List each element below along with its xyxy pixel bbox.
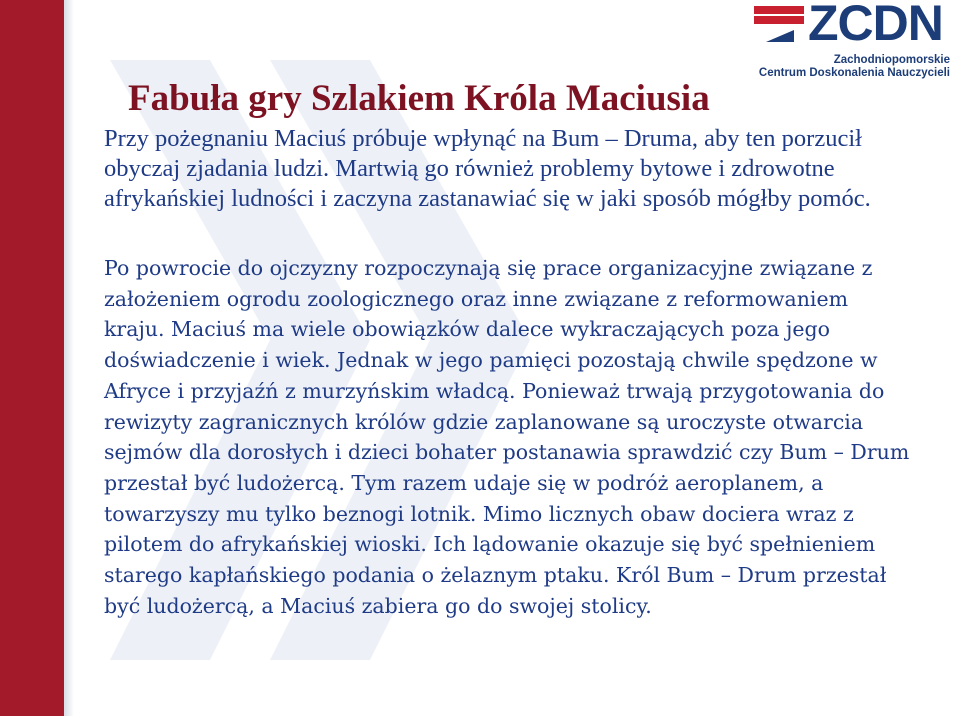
left-accent-bar [0,0,64,716]
logo-brand-text: ZCDN [808,0,943,51]
paragraph-2: Po powrocie do ojczyzny rozpoczynają się prace organizacyjne związane z założeniem ogrodu zoologicznego oraz inne związane z reformowaniem kraju. Maciuś ma wiele obowiązków dalece wykraczających poza jego doświadczenie i wiek. Jednak w jego pamięci pozostają chwile spędzone w Afryce i przyjaźń z murzyńskim władcą. Ponieważ trwają przygotowania do rewizyty zagranicznych królów gdzie zaplanowane są uroczyste otwarcia sejmów dla dorosłych i dzieci bohater postanawia sprawdzić czy Bum – Drum przestał być ludożercą. Tym razem udaje się w podróż aeroplanem, a towarzyszy mu tylko beznogi lotnik. Mimo licznych obaw dociera wraz z pilotem do afrykańskiej wioski. Ich lądowanie okazuje się być spełnieniem starego kapłańskiego podania o żelaznym ptaku. Król Bum – Drum przestał być ludożercą, a Maciuś zabiera go do swojej stolicy. [104,256,910,618]
zcdn-logo [754,0,954,80]
slide-title: Fabuła gry Szlakiem Króla Maciusia [128,78,710,119]
paragraph-1: Przy pożegnaniu Maciuś próbuje wpłynąć na Bum – Druma, aby ten porzucił obyczaj zjadania ludzi. Martwią go również problemy bytowe i zdrowotne afrykańskiej ludności i zaczyna zastanawiać się w jaki sposób mógłby pomóc. [104,125,871,212]
logo-subtitle-line2: Centrum Doskonalenia Nauczycieli [758,67,950,79]
logo-subtitle-line1: Zachodniopomorskie [833,54,950,66]
left-accent-stripe [64,0,74,716]
zcdn-logo-mark-icon [754,4,806,44]
